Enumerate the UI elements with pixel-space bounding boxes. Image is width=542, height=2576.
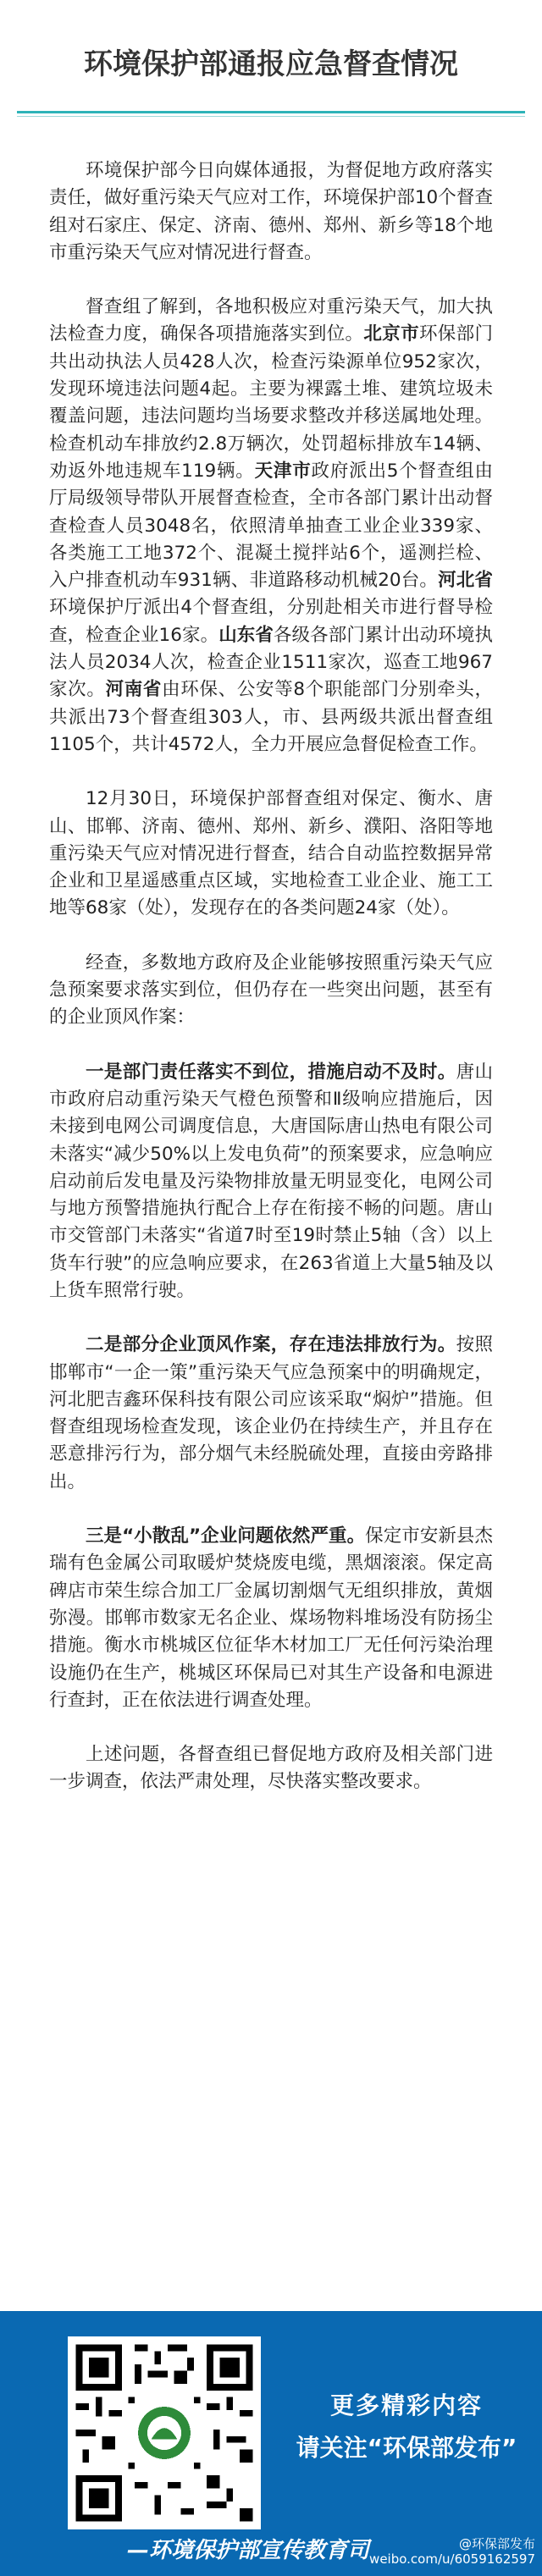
problem-3-text: 保定市安新县杰瑞有色金属公司取暖炉焚烧废电缆，黑烟滚滚。保定高碑店市荣生综合加工厂金属切割烟气无组织排放，黄烟弥漫。邯郸市数家无名企业、煤场物料堆场没有防扬尘措施。衡水市桃城区位征华木材加工厂无任何污染治理设施仍在生产，桃城区环保局已对其生产设备和电源进行查封，正在依法进行调查处理。 (49, 1525, 493, 1711)
weibo-url: weibo.com/u/6059162597 (369, 2551, 535, 2567)
paragraph-intro: 环境保护部今日向媒体通报，为督促地方政府落实责任，做好重污染天气应对工作，环境保护部10个督查组对石家庄、保定、济南、德州、郑州、新乡等18个地市重污染天气应对情况进行督查。 (49, 160, 493, 263)
henan-label: 河南省 (105, 679, 163, 701)
paragraph-conclusion: 上述问题，各督查组已督促地方政府及相关部门进一步调查，依法严肃处理，尽快落实整改要求。 (49, 1744, 493, 1793)
findings-intro: 督查组了解到，各地积极应对重污染天气，加大执法检查力度，确保各项措施落实到位。 (49, 296, 493, 345)
shandong-text: 各级各部门累计出动环境执法人员2034人次，检查企业1511家次，巡查工地967家次。 (49, 624, 493, 701)
title-divider (17, 111, 525, 113)
footer-signature: —环境保护部宣传教育司 (127, 2538, 370, 2563)
tianjin-label: 天津市 (254, 460, 312, 482)
footer-follow-account: 请关注“环保部发布” (296, 2434, 517, 2462)
paragraph-problem-1 (49, 1059, 493, 1305)
paragraph-inspection: 12月30日，环境保护部督查组对保定、衡水、唐山、邯郸、济南、德州、郑州、新乡、濮阳、洛阳等地重污染天气应对情况进行督查，结合自动监控数据异常企业和卫星遥感重点区域，实地检查工业企业、施工工地等68家（处），发现存在的各类问题24家（处）。 (49, 788, 493, 919)
problem-1-text: 唐山市政府启动重污染天气橙色预警和Ⅱ级响应措施后，因未接到电网公司调度信息，大唐国际唐山热电有限公司未落实“减少50%以上发电负荷”的预案要求，应急响应启动前后发电量及污染物排放量无明显变化，电网公司与地方预警措施执行配合上存在衔接不畅的问题。唐山市交管部门未落实“省道7时至19时禁止5轴（含）以上货车行驶”的应急响应要求，在263省道上大量5轴及以上货车照常行驶。 (49, 1061, 493, 1301)
paragraph-problem-2 (49, 1332, 493, 1496)
paragraph-problem-3 (49, 1523, 493, 1714)
problem-2-heading: 二是部分企业顶风作案，存在违法排放行为。 (86, 1334, 456, 1356)
problem-3-heading: 三是“小散乱”企业问题依然严重。 (86, 1525, 366, 1547)
qr-code-icon[interactable] (68, 2336, 261, 2529)
paragraph-findings (49, 294, 493, 758)
beijing-label: 北京市 (363, 323, 419, 345)
hebei-label: 河北省 (438, 570, 493, 592)
article-title: 环境保护部通报应急督查情况 (84, 47, 458, 81)
henan-text: 由环保、公安等8个职能部门分别牵头，共派出73个督查组303人，市、县两级共派出督查组1105个，共计4572人，全力开展应急督促检查工作。 (49, 679, 493, 755)
shandong-label: 山东省 (218, 624, 274, 646)
paragraph-problems-intro: 经查，多数地方政府及企业能够按照重污染天气应急预案要求落实到位，但仍存在一些突出问题，甚至有的企业顶风作案： (49, 952, 493, 1029)
beijing-text: 环保部门共出动执法人员428人次，检查污染源单位952家次，发现环境违法问题4起。主要为裸露土堆、建筑垃圾未覆盖问题，违法问题均当场要求整改并移送属地处理。检查机动车排放约2.8万辆次，处罚超标排放车14辆、劝返外地违规车119辆。 (49, 323, 493, 482)
footer-banner (0, 2311, 542, 2576)
hebei-text: 环境保护厅派出4个督查组，分别赴相关市进行督导检查，检查企业16家。 (49, 597, 493, 646)
weibo-watermark (369, 2536, 535, 2567)
weibo-handle: @环保部发布 (458, 2536, 535, 2551)
article-body (49, 157, 493, 1796)
problem-1-heading: 一是部门责任落实不到位，措施启动不及时。 (86, 1061, 456, 1083)
problem-2-text: 按照邯郸市“一企一策”重污染天气应急预案中的明确规定，河北肥吉鑫环保科技有限公司应该采取“焖炉”措施。但督查组现场检查发现，该企业仍在持续生产，并且存在恶意排污行为，部分烟气未经脱硫处理，直接由旁路排出。 (49, 1334, 493, 1492)
tianjin-text: 政府派出5个督查组由厅局级领导带队开展督查检查，全市各部门累计出动督查检查人员3048名，依照清单抽查工业企业339家、各类施工工地372个、混凝土搅拌站6个，遥测拦检、入户排查机动车931辆、非道路移动机械20台。 (49, 460, 493, 592)
footer-more-content: 更多精彩内容 (329, 2391, 483, 2419)
